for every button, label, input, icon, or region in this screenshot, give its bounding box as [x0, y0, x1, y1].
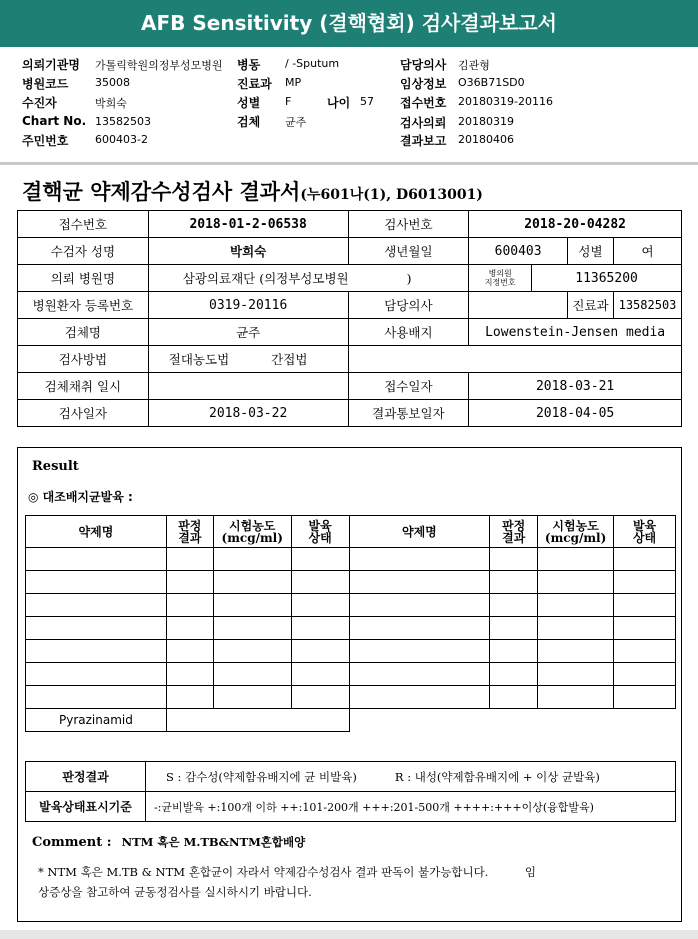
result-label: Result — [32, 459, 79, 474]
dept: 13582503 — [613, 292, 681, 319]
info-value: 13582503 — [95, 115, 151, 128]
test-date-label: 검사일자 — [18, 400, 149, 427]
info-value: 균주 — [285, 116, 307, 129]
test-date: 2018-03-22 — [148, 400, 348, 427]
info-label: 주민번호 — [22, 134, 69, 148]
info-value: 35008 — [95, 76, 130, 89]
sex-label: 성별 — [568, 238, 614, 265]
patient-info-panel — [0, 47, 698, 163]
table-row — [26, 594, 676, 617]
comment-label: Comment : — [32, 835, 112, 850]
page-bottom — [0, 930, 698, 939]
judgement-criteria: S : 감수성(약제함유배지에 균 비발육) R : 내성(약제함유배지에 + 이상 균발육) — [146, 762, 676, 792]
document-title — [22, 176, 483, 206]
info-value: 가톨릭학원의정부성모병원 — [95, 59, 223, 72]
test-no-label: 검사번호 — [348, 211, 469, 238]
received-label: 접수일자 — [348, 373, 469, 400]
col-growth: 발육 상태 — [614, 516, 676, 548]
info-label: 진료과 — [237, 77, 272, 91]
info-value: MP — [285, 76, 302, 89]
info-value: 김관형 — [458, 59, 490, 72]
report-title: AFB Sensitivity (결핵협회) 검사결과보고서 — [141, 11, 557, 35]
info-label: 성별 — [237, 96, 261, 110]
info-label: 접수번호 — [400, 96, 447, 110]
comment-ntm: NTM 혹은 M.TB&NTM혼합배양 — [121, 835, 306, 849]
table-row — [26, 548, 676, 571]
info-label: 담당의사 — [400, 58, 447, 72]
dob-label: 생년월일 — [348, 238, 469, 265]
comment-note — [38, 862, 658, 902]
table-row — [26, 571, 676, 594]
receipt-no-label: 접수번호 — [18, 211, 149, 238]
info-value: 20180319-20116 — [458, 95, 553, 108]
hospital-name: 삼광의료재단 (의정부성모병원 ) — [148, 265, 468, 292]
doctor-label: 담당의사 — [348, 292, 469, 319]
info-label: 임상정보 — [400, 77, 447, 91]
info-value: 20180406 — [458, 133, 514, 146]
dob: 600403 — [469, 238, 568, 265]
col-conc: 시험농도 (mcg/ml) — [538, 516, 614, 548]
specimen-label: 검체명 — [18, 319, 149, 346]
specimen: 균주 — [148, 319, 348, 346]
growth-criteria: -:균비발육 +:100개 이하 ++:101-200개 +++:201-500개 ++++:+++이상(융합발육) — [146, 792, 676, 822]
drug-table — [25, 515, 676, 732]
info-value: / -Sputum — [285, 57, 340, 70]
col-drug: 약제명 — [349, 516, 490, 548]
designated-label: 병의원 지정번호 — [469, 265, 532, 292]
received-date: 2018-03-21 — [469, 373, 682, 400]
media-label: 사용배지 — [348, 319, 469, 346]
document-title-text: 결핵균 약제감수성검사 결과서 — [22, 179, 301, 204]
info-label: 수진자 — [22, 96, 57, 110]
dept-label: 진료과 — [568, 292, 614, 319]
patient-label: 수검자 성명 — [18, 238, 149, 265]
table-row — [26, 686, 676, 709]
judgement-table — [25, 761, 676, 822]
judgement-label: 판정결과 — [26, 762, 146, 792]
col-judge: 판정 결과 — [166, 516, 213, 548]
method-label: 검사방법 — [18, 346, 149, 373]
pyrazinamid-label: Pyrazinamid — [26, 709, 167, 732]
info-value: O36B71SD0 — [458, 76, 525, 89]
sex: 여 — [613, 238, 681, 265]
info-label: 결과보고 — [400, 134, 447, 148]
collect-label: 검체채취 일시 — [18, 373, 149, 400]
info-value: 박희숙 — [95, 97, 127, 110]
table-row — [26, 663, 676, 686]
header-table — [17, 210, 682, 427]
document-code: (누601나(1), D6013001) — [300, 187, 483, 203]
media: Lowenstein-Jensen media — [469, 319, 682, 346]
reg-no-label: 병원환자 등록번호 — [18, 292, 149, 319]
patient-name: 박희숙 — [148, 238, 348, 265]
info-label-age: 나이 — [327, 96, 351, 110]
doctor — [469, 292, 568, 319]
growth-criteria-label: 발육상태표시기준 — [26, 792, 146, 822]
control-growth-label: ◎ 대조배지균발육 : — [28, 490, 133, 504]
info-label: 병원코드 — [22, 77, 69, 91]
comment — [32, 834, 305, 850]
comment-note-line: 상증상을 참고하여 균동정검사를 실시하시기 바랍니다. — [38, 885, 312, 899]
col-conc: 시험농도 (mcg/ml) — [213, 516, 291, 548]
report-title-bar — [0, 0, 698, 47]
receipt-no: 2018-01-2-06538 — [148, 211, 348, 238]
info-value-age: 57 — [360, 95, 374, 108]
collect — [148, 373, 348, 400]
info-value: F — [285, 95, 292, 108]
info-value: 600403-2 — [95, 133, 148, 146]
notify-label: 결과통보일자 — [348, 400, 469, 427]
info-value: 20180319 — [458, 115, 514, 128]
info-label: 검사의뢰 — [400, 116, 447, 130]
method-blank — [348, 346, 681, 373]
table-row — [26, 709, 676, 732]
hospital-label: 의뢰 병원명 — [18, 265, 149, 292]
col-growth: 발육 상태 — [291, 516, 349, 548]
info-label: Chart No. — [22, 114, 87, 128]
test-no: 2018-20-04282 — [469, 211, 682, 238]
comment-note-line: * NTM 혹은 M.TB & NTM 혼합균이 자라서 약제감수성검사 결과 판독이 불가능합니다. 임 — [38, 865, 537, 879]
method: 절대농도법 간접법 — [148, 346, 348, 373]
info-label: 검체 — [237, 115, 261, 129]
col-judge: 판정 결과 — [490, 516, 538, 548]
info-label: 병동 — [237, 58, 261, 72]
designated-no: 11365200 — [532, 265, 682, 292]
notify-date: 2018-04-05 — [469, 400, 682, 427]
info-label: 의뢰기관명 — [22, 58, 80, 72]
reg-no: 0319-20116 — [148, 292, 348, 319]
table-row — [26, 640, 676, 663]
table-row — [26, 617, 676, 640]
col-drug: 약제명 — [26, 516, 167, 548]
